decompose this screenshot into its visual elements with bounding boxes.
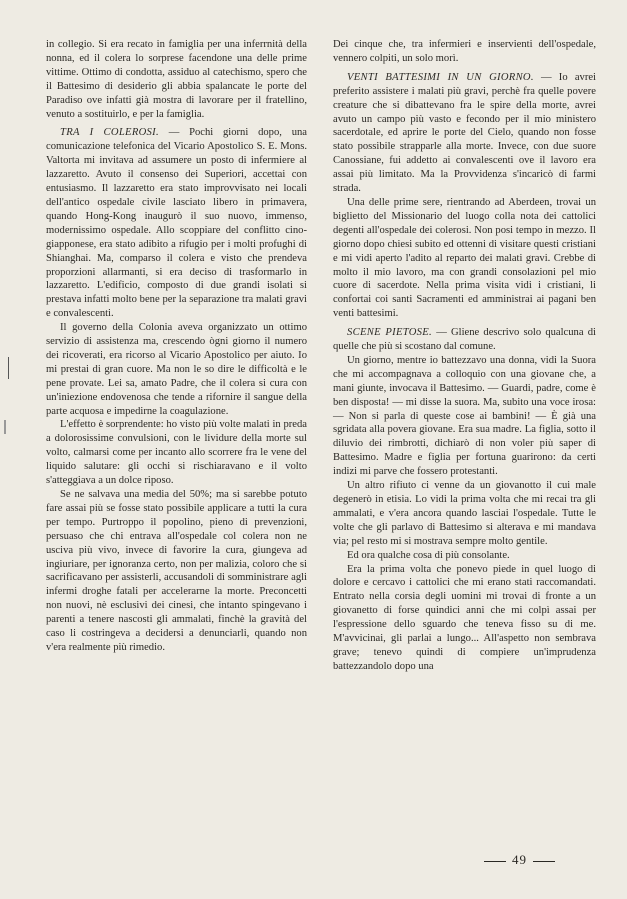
paragraph: [46, 38, 307, 121]
paragraph-text: Ed ora qualche cosa di più consolante.: [347, 549, 510, 561]
left-column: [46, 38, 307, 655]
paragraph: [46, 321, 307, 418]
right-column: [333, 38, 596, 674]
page-number-footer: [478, 852, 561, 868]
paragraph: [333, 549, 596, 563]
paragraph-text: in collegio. Si era recato in famiglia per una inferrnità della nonna, ed il colera lo sorprese facendone una delle prime vittime. Ottimo di condotta, assiduo al catechismo, spero che il Battesimo di desiderio gli abbia spalancate le porte del Paradiso ove infatti già mostra di lavorare per il fratellino, venuto a sostituirlo, e per la famiglia.: [46, 39, 307, 120]
paragraph-text: — Pochi giorni dopo, una comunicazione telefonica del Vicario Apostolico S. E. Mons. Valtorta mi invitava ad assumere un posto di infermiere al lazzaretto. Avuto il consenso dei Superiori, accettai con entusiasmo. Il lazzaretto era stato improvvisato nei locali dell'antico ospedale civile lasciato libero in primavera, quando Hong-Kong inaugurò il suo nuovo, immenso, modernissimo ospedale. Allo scoppiare del conflitto cino-giapponese, era stato adibito a rifugio per i molti profughi di Shianghai. Ma, comparso il colera e visto che prendeva proporzioni allarmanti, si era deciso di trasformarlo in lazzaretto. L'edificio, composto di due grandi isolati si prestava infatti molto bene per la separazione tra malati gravi e convalescenti.: [46, 127, 307, 320]
paragraph-text: Un altro rifiuto ci venne da un giovanotto il cui male degenerò in etisia. Lo vidi la prima volta che mi recai tra gli ammalati, e v'era ancora quando lasciai l'ospedale. Tutte le volte che gli parlavo di Battesimo si alterava e mi mandava via; pel resto mi si mostrava sempre molto gentile.: [333, 480, 596, 547]
margin-mark: [4, 420, 6, 434]
paragraph: [333, 354, 596, 479]
paragraph-text: — Io avrei preferito assistere i malati più gravi, perchè fra quelle povere creature che si dibattevano fra le spire della morte, avrei avuto un campo più vasto e fecondo per il mio ministero sacerdotale, ed aprire le porte del Cielo, quando non fosse stato possibile strapparle alla morte. Invece, con due suore Canossiane, fui addetto ai convalescenti ove il lavoro era assai più limitato. Ma la Provvidenza s'incaricò di farmi strada.: [333, 71, 596, 195]
section-heading: SCENE PIETOSE.: [347, 327, 432, 339]
footer-dash: [484, 861, 506, 862]
paragraph: [333, 479, 596, 549]
section-paragraph: [46, 126, 307, 321]
section-heading: VENTI BATTESIMI IN UN GIORNO.: [347, 71, 534, 83]
paragraph: [333, 38, 596, 66]
paragraph: [333, 563, 596, 674]
paragraph-text: — Gliene descrivo solo qualcuna di quelle che più si scostano dal comune.: [333, 327, 596, 353]
paragraph-text: Era la prima volta che ponevo piede in quel luogo di dolore e cercavo i cattolici che mi erano stati raccomandati. Entrato nella corsia degli uomini mi trovai di fronte a un giovanetto di forse quindici anni che mi colpì assai per l'espressione dello sguardo che teneva fisso su di me. M'avvicinai, gli parlai a lungo... All'aspetto non sembrava grave; tenevo quindi di compiere un'imprudenza battezzandolo dopo una: [333, 563, 596, 672]
paragraph-text: L'effetto è sorprendente: ho visto più volte malati in preda a dolorosissime convulsioni, con le lividure della morte sul volto, calmarsi come per incanto allo scorrere fra le vene del liquido salutare: gli occhi si rischiaravano e il volto s'atteggiava a un dolce riposo.: [46, 419, 307, 487]
paragraph: [46, 488, 307, 655]
paragraph-text: Dei cinque che, tra infermieri e inservienti dell'ospedale, vennero colpiti, un solo morì.: [333, 39, 596, 64]
footer-dash: [533, 861, 555, 862]
paragraph: [46, 418, 307, 488]
section-paragraph: [333, 71, 596, 196]
paragraph-text: Se ne salvava una media del 50%; ma si sarebbe potuto fare assai più se fosse stato possibile applicare a tutti la cura per tempo. Purtroppo il popolino, pieno di prevenzioni, persuaso che chi entrava all'ospedale col colera non ne usciva più vivo, invece di favorire la cura, giungeva ad ingiuriare, per ignoranza certo, non per malizia, coloro che si sacrificavano per assisterli, accusandoli di somministrare agli infermi droghe fatali per accelerarne la morte. Preconcetti non nuovi, nè esclusivi dei cinesi, che intanto spingevano i parenti a tenere nascosti gli ammalati, finchè la gravità del caso li costringeva a decidersi a denunciarli, quando non v'era realmente più rimedio.: [46, 489, 307, 653]
page-number: 49: [512, 852, 527, 867]
paragraph: [333, 196, 596, 321]
section-heading: TRA I COLEROSI.: [60, 127, 159, 139]
paragraph-text: Il governo della Colonia aveva organizzato un ottimo servizio di assistenza ma, crescendo ògni giorno il numero dei ricoverati, era ricorso al Vicario Apostolico per aiuto. Io mi prestai di gran cuore. Ma non le so dire le difficoltà e le pene provate. Lei sa, amato Padre, che il colera si cura con un'iniezione endovenosa che tende a rifornire il sangue della parte acquosa e impedirne la coagulazione.: [46, 322, 307, 417]
paragraph-text: Una delle prime sere, rientrando ad Aberdeen, trovai un biglietto del Missionario del luogo colla nota dei cattolici degenti all'ospedale dei colerosi. Non posi tempo in mezzo. Il giorno dopo chiesi subito ed ottenni di visitare questi cristiani e mi vidi aperto l'adito al reparto dei malati gravi. Crebbe di molto il mio lavoro, ma con grandi consolazioni pel mio cuore di sacerdote. Nella prima visita vidi i cristiani, li confortai coi santi Sacramenti ed amministrai ai pagani ben venti battesimi.: [333, 196, 596, 320]
section-paragraph: [333, 326, 596, 354]
margin-mark: [8, 357, 9, 379]
paragraph-text: Un giorno, mentre io battezzavo una donna, vidi la Suora che mi accompagnava a colloquio con una giovane che, a mani giunte, invocava il Battesimo. — Guardi, padre, come è ben disposta! — mi disse la suora. Ma, subito una voce irosa: — Non si parla di queste cose ai bambini! — È già una sgridata alla povera giovane. Era sua madre. La figlia, sotto il diluvio dei rimbrotti, dichiarò di non voler più saper di Battesimo. Madre e figlia per fortuna guarirono: da certi indizi mi parve che fossero protestanti.: [333, 354, 596, 478]
